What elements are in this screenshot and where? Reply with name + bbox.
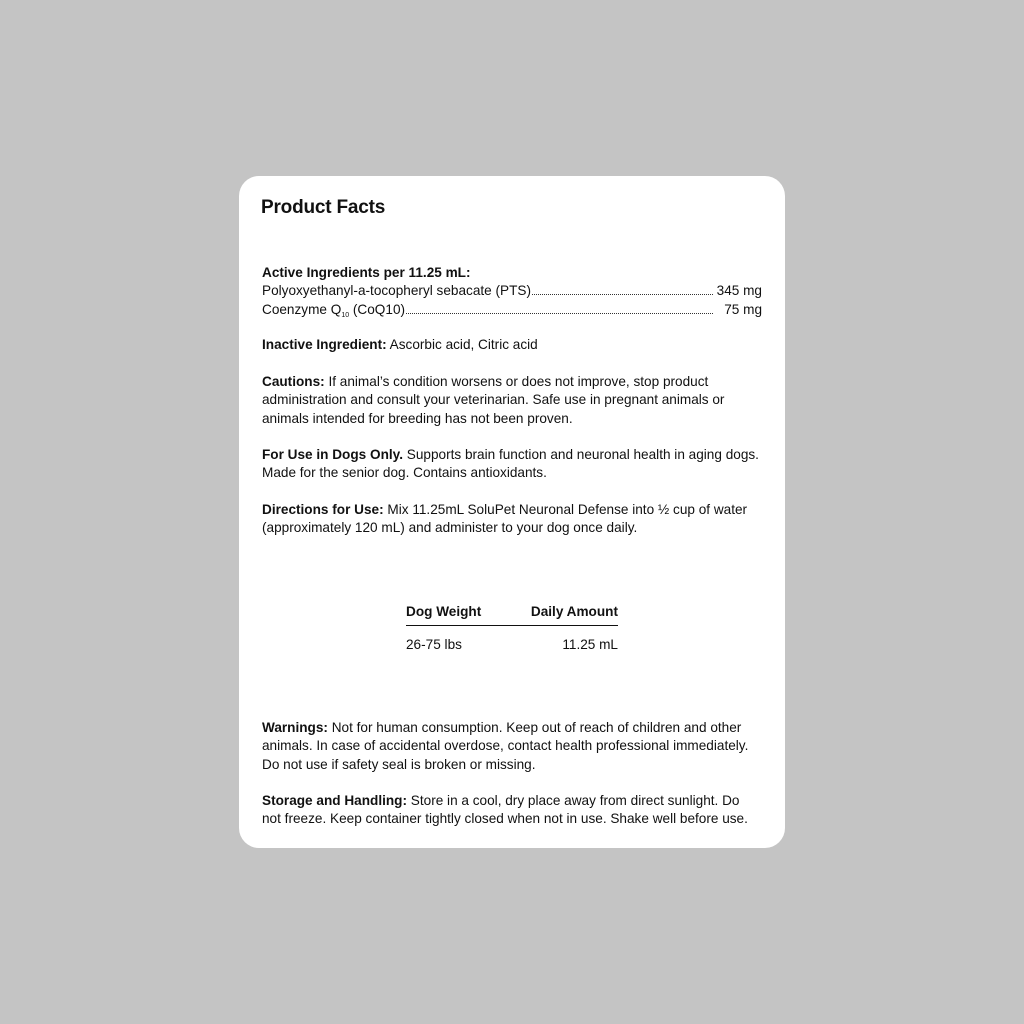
dog-weight-cell: 26-75 lbs [406,637,462,652]
section-text: Not for human consumption. Keep out of reach of children and other animals. In case of accidental overdose, contact health professional immediately. Do not use if safety seal is broken or missing. [262,720,749,772]
section-text: If animal’s condition worsens or does not improve, stop product administration and consult your veterinarian. Safe use in pregnant animals or animals intended for breeding has not been proven. [262,374,725,426]
storage-section [262,792,762,829]
section-label: Cautions: [262,374,325,389]
table-header [406,604,618,626]
page-title: Product Facts [261,197,386,218]
section-label: Inactive Ingredient: [262,337,387,352]
active-ingredients-section [262,264,762,325]
directions-section [262,501,762,538]
ingredient-amount: 75 mg [724,301,762,317]
dot-leader [406,301,713,314]
active-ingredients-heading: Active Ingredients per 11.25 mL: [262,265,471,280]
dot-leader [532,282,713,295]
inactive-ingredient-section [262,336,762,354]
section-text: Supports brain function and neuronal health in aging dogs. Made for the senior dog. Contains antioxidants. [262,447,759,481]
ingredient-amount: 345 mg [716,283,762,299]
column-header-dog-weight: Dog Weight [406,604,482,619]
ingredient-name: Polyoxyethanyl-a-tocopheryl sebacate (PTS) [262,283,531,299]
table-row [406,637,618,652]
column-header-daily-amount: Daily Amount [530,604,618,619]
cautions-section [262,373,732,428]
warnings-section [262,719,762,774]
section-text: Mix 11.25mL SoluPet Neuronal Defense into ½ cup of water (approximately 120 mL) and administer to your dog once daily. [262,502,748,536]
section-label: Storage and Handling: [262,793,408,808]
ingredient-row [262,301,762,325]
section-text: Store in a cool, dry place away from direct sunlight. Do not freeze. Keep container tightly closed when not in use. Shake well before use. [262,793,748,827]
daily-amount-cell: 11.25 mL [562,637,618,652]
section-label: For Use in Dogs Only. [262,447,403,462]
product-facts-card [239,176,785,848]
ingredient-name: Coenzyme $Q_{10}$ (CoQ10) [262,301,406,319]
ingredient-row [262,282,762,300]
dosage-table [406,604,618,652]
dogs-only-section [262,446,762,483]
section-text: Ascorbic acid, Citric acid [386,337,538,352]
section-label: Directions for Use: [262,502,384,517]
section-label: Warnings: [262,720,328,735]
